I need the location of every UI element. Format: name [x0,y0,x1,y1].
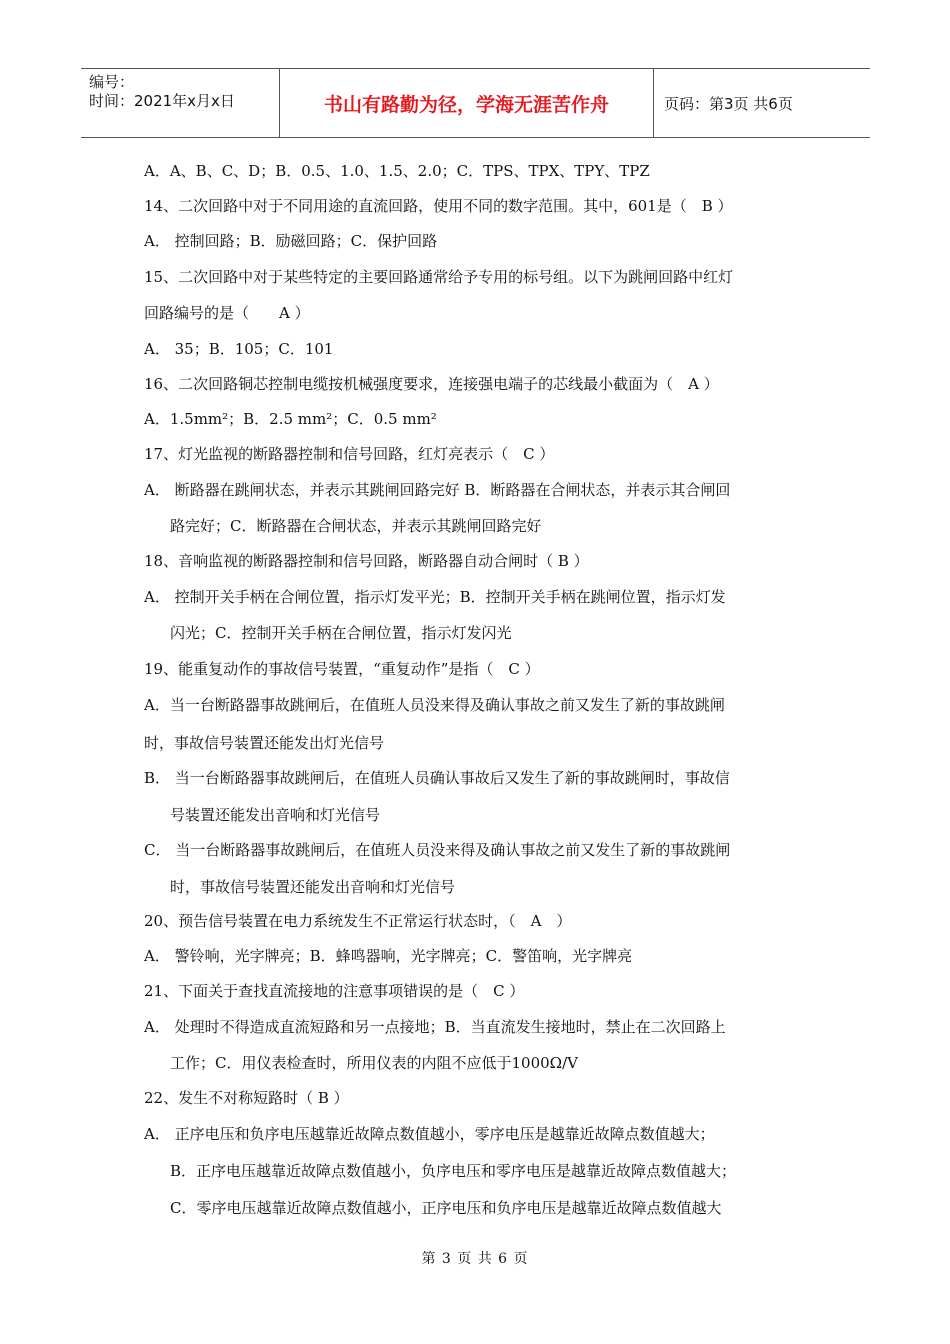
text-line: 时，事故信号装置还能发出音响和灯光信号 [170,878,456,896]
text-line: 回路编号的是（ A ） [144,304,310,322]
text-line: 路完好；C．断路器在合闸状态，并表示其跳闸回路完好 [170,517,542,535]
text-line: 闪光；C．控制开关手柄在合闸位置，指示灯发闪光 [170,624,512,642]
page-label: 页码：第3页 共6页 [664,94,793,113]
motto: 书山有路勤为径，学海无涯苦作舟 [280,69,654,137]
number-label: 编号： [89,73,135,91]
page-footer: 第 3 页 共 6 页 [421,1251,529,1267]
text-line: A． 控制回路；B．励磁回路；C．保护回路 [144,232,438,250]
text-line: A．A、B、C、D；B．0.5、1.0、1.5、2.0；C．TPS、TPX、TPY、TPZ [144,162,650,180]
text-line: A． 断路器在跳闸状态，并表示其跳闸回路完好 B．断路器在合闸状态，并表示其合闸回 [144,481,731,499]
text-line: A．1.5mm²；B．2.5 mm²；C．0.5 mm² [144,410,437,428]
question-20: 20、预告信号装置在电力系统发生不正常运行状态时，（ A ） [144,912,572,930]
text-line: C．零序电压越靠近故障点数值越小，正序电压和负序电压是越靠近故障点数值越大 [170,1199,722,1217]
question-16: 16、二次回路铜芯控制电缆按机械强度要求，连接强电端子的芯线最小截面为（ A ） [144,375,719,393]
question-22: 22、发生不对称短路时（ B ） [144,1089,349,1107]
text-line: A． 处理时不得造成直流短路和另一点接地；B．当直流发生接地时，禁止在二次回路上 [144,1018,726,1036]
text-line: B．正序电压越靠近故障点数值越小，负序电压和零序电压是越靠近故障点数值越大； [170,1162,737,1180]
text-line: C． 当一台断路器事故跳闸后，在值班人员没来得及确认事故之前又发生了新的事故跳闸 [144,841,731,859]
text-line: A． 控制开关手柄在合闸位置，指示灯发平光；B．控制开关手柄在跳闸位置，指示灯发 [144,588,726,606]
text-line: B． 当一台断路器事故跳闸后，在值班人员确认事故后又发生了新的事故跳闸时，事故信 [144,769,730,787]
time-label: 时间：2021年x月x日 [89,92,235,110]
page-header [81,68,870,138]
question-19: 19、能重复动作的事故信号装置，“重复动作”是指（ C ） [144,660,540,678]
text-line: 工作；C．用仪表检查时，所用仪表的内阻不应低于1000Ω/V [170,1054,578,1072]
question-14: 14、二次回路中对于不同用途的直流回路，使用不同的数字范围。其中，601是（ B ） [144,197,733,215]
text-line: 时，事故信号装置还能发出灯光信号 [144,734,385,752]
text-line: A． 警铃响，光字牌亮；B．蜂鸣器响，光字牌亮；C．警笛响，光字牌亮 [144,947,633,965]
question-18: 18、音响监视的断路器控制和信号回路，断路器自动合闸时（ B ） [144,552,589,570]
text-line: A． 35；B．105；C．101 [144,340,334,358]
text-line: A．当一台断路器事故跳闸后，在值班人员没来得及确认事故之前又发生了新的事故跳闸 [144,696,725,714]
text-line: A． 正序电压和负序电压越靠近故障点数值越小，零序电压是越靠近故障点数值越大； [144,1125,715,1143]
question-17: 17、灯光监视的断路器控制和信号回路，红灯亮表示（ C ） [144,445,555,463]
question-21: 21、下面关于查找直流接地的注意事项错误的是（ C ） [144,982,525,1000]
question-15: 15、二次回路中对于某些特定的主要回路通常给予专用的标号组。以下为跳闸回路中红灯 [144,268,734,286]
text-line: 号装置还能发出音响和灯光信号 [170,806,381,824]
header-meta [81,69,280,137]
